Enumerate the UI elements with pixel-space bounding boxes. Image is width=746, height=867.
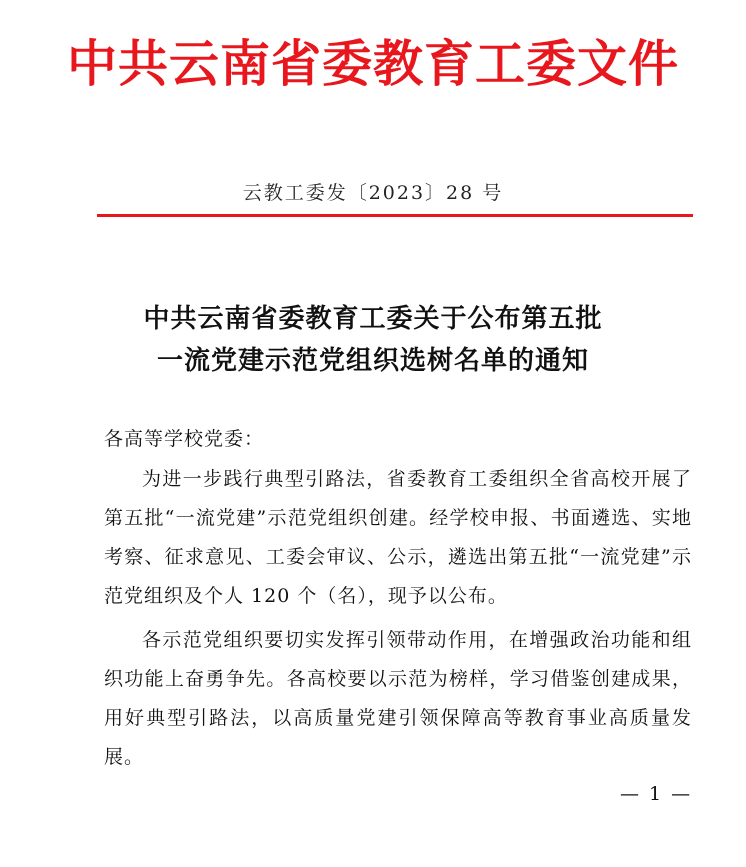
document-number: 云教工委发〔2023〕28 号	[242, 182, 504, 204]
salutation: 各高等学校党委：	[104, 428, 265, 450]
page-number: — 1 —	[620, 783, 693, 805]
red-divider-line	[97, 214, 693, 217]
notice-title-line2: 一流党建示范党组织选树名单的通知	[156, 346, 589, 376]
notice-title-line1: 中共云南省委教育工委关于公布第五批	[143, 304, 603, 334]
body-paragraph-1: 为进一步践行典型引路法，省委教育工委组织全省高校开展了第五批“一流党建”示范党组织创建。经学校申报、书面遴选、实地考察、征求意见、工委会审议、公示，遴选出第五批“一流党建”示范党组织及个人 120 个（名），现予以公布。	[104, 468, 692, 607]
body-paragraph-2: 各示范党组织要切实发挥引领带动作用，在增强政治功能和组织功能上奋勇争先。各高校要以示范为榜样，学习借鉴创建成果，用好典型引路法，以高质量党建引领保障高等教育事业高质量发展。	[104, 629, 692, 768]
masthead-title: 中共云南省委教育工委文件	[67, 34, 679, 93]
